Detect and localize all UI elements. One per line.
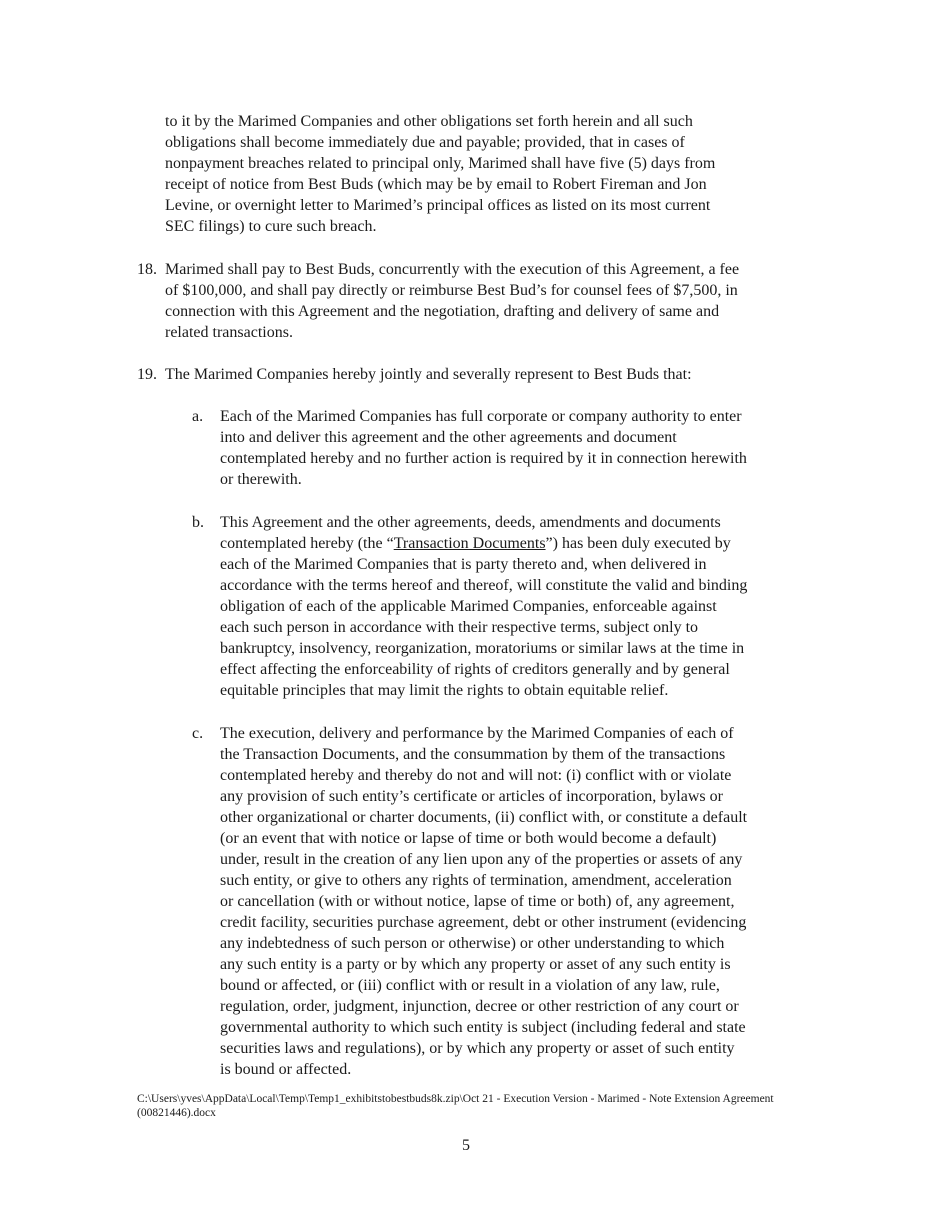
text-line: regulation, order, judgment, injunction, decree or other restriction of any court or xyxy=(220,998,739,1015)
text-segment: ”) has been duly executed by xyxy=(545,535,731,552)
subsection-label: b. xyxy=(192,514,204,531)
text-line: bound or affected, or (iii) conflict with or result in a violation of any law, rule, xyxy=(220,977,720,994)
text-line: each of the Marimed Companies that is party thereto and, when delivered in xyxy=(220,556,707,573)
text-line: (or an event that with notice or lapse of time or both would become a default) xyxy=(220,830,717,847)
text-line: securities laws and regulations), or by which any property or asset of such entity xyxy=(220,1040,735,1057)
text-line: other organizational or charter documents, (ii) conflict with, or constitute a default xyxy=(220,809,748,826)
text-line: the Transaction Documents, and the consummation by them of the transactions xyxy=(220,746,726,763)
text-line: Marimed shall pay to Best Buds, concurrently with the execution of this Agreement, a fee xyxy=(165,261,740,278)
section-number: 18. xyxy=(137,261,157,278)
text-line: The execution, delivery and performance by the Marimed Companies of each of xyxy=(220,725,734,742)
text-line: Levine, or overnight letter to Marimed’s principal offices as listed on its most current xyxy=(165,197,711,214)
text-line: obligation of each of the applicable Marimed Companies, enforceable against xyxy=(220,598,717,615)
text-line: The Marimed Companies hereby jointly and severally represent to Best Buds that: xyxy=(165,366,692,383)
text-line: into and deliver this agreement and the other agreements and document xyxy=(220,429,677,446)
text-line: bankruptcy, insolvency, reorganization, moratoriums or similar laws at the time in xyxy=(220,640,745,657)
text-line: or cancellation (with or without notice, lapse of time or both) of, any agreement, xyxy=(220,893,735,910)
text-line: effect affecting the enforceability of rights of creditors generally and by general xyxy=(220,661,730,678)
text-line: any indebtedness of such person or otherwise) or other understanding to which xyxy=(220,935,725,952)
text-line: to it by the Marimed Companies and other obligations set forth herein and all such xyxy=(165,113,693,130)
text-line: related transactions. xyxy=(165,324,293,341)
page-number: 5 xyxy=(462,1137,470,1154)
text-line: governmental authority to which such entity is subject (including federal and state xyxy=(220,1019,746,1036)
text-line: accordance with the terms hereof and thereof, will constitute the valid and binding xyxy=(220,577,748,594)
defined-term-transaction-documents: Transaction Documents xyxy=(393,535,546,552)
subsection-label: a. xyxy=(192,408,204,425)
file-path-line: C:\Users\yves\AppData\Local\Temp\Temp1_exhibitstobestbuds8k.zip\Oct 21 - Execution Version - Marimed - Note Extension Agreement xyxy=(137,1093,774,1105)
text-line: credit facility, securities purchase agreement, debt or other instrument (evidencing xyxy=(220,914,747,931)
text-line: contemplated hereby and thereby do not and will not: (i) conflict with or violate xyxy=(220,767,732,784)
text-segment: contemplated hereby (the “ xyxy=(220,535,394,552)
subsection-label: c. xyxy=(192,725,204,742)
text-line: Each of the Marimed Companies has full corporate or company authority to enter xyxy=(220,408,742,425)
text-line: obligations shall become immediately due and payable; provided, that in cases of xyxy=(165,134,685,151)
text-line: equitable principles that may limit the rights to obtain equitable relief. xyxy=(220,682,669,699)
text-line: SEC filings) to cure such breach. xyxy=(165,218,377,235)
text-line: nonpayment breaches related to principal only, Marimed shall have five (5) days from xyxy=(165,155,716,172)
text-line: is bound or affected. xyxy=(220,1061,352,1078)
text-line: This Agreement and the other agreements, deeds, amendments and documents xyxy=(220,514,721,531)
text-line: receipt of notice from Best Buds (which may be by email to Robert Fireman and Jon xyxy=(165,176,707,193)
text-line: any such entity is a party or by which any property or asset of any such entity is xyxy=(220,956,731,973)
text-line: of $100,000, and shall pay directly or reimburse Best Bud’s for counsel fees of $7,500, in xyxy=(165,282,738,299)
text-line: each such person in accordance with their respective terms, subject only to xyxy=(220,619,699,636)
text-line: connection with this Agreement and the negotiation, drafting and delivery of same and xyxy=(165,303,720,320)
file-path-line: (00821446).docx xyxy=(137,1107,216,1119)
text-line: or therewith. xyxy=(220,471,302,488)
section-number: 19. xyxy=(137,366,157,383)
text-line xyxy=(220,533,731,554)
text-line: contemplated hereby and no further action is required by it in connection herewith xyxy=(220,450,747,467)
text-line: such entity, or give to others any rights of termination, amendment, acceleration xyxy=(220,872,732,889)
text-line: under, result in the creation of any lien upon any of the properties or assets of any xyxy=(220,851,743,868)
text-line: any provision of such entity’s certificate or articles of incorporation, bylaws or xyxy=(220,788,723,805)
